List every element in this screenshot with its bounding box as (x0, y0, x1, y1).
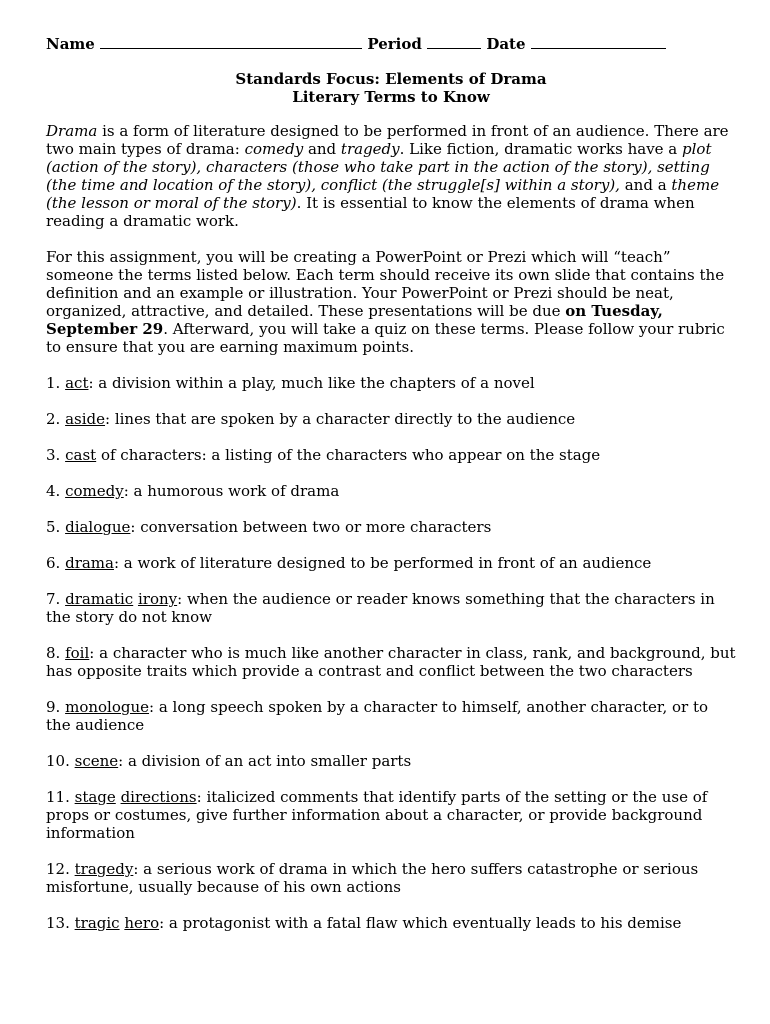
title-line-1: Standards Focus: Elements of Drama (235, 70, 547, 88)
term-definition: : italicized comments that identify parts of the setting or the use of props or costumes, give further information about a character, or provide background information (46, 788, 708, 842)
term-word: dialogue (65, 518, 131, 536)
term-word: stage (74, 788, 116, 806)
assignment-text-2: . Afterward, you will take a quiz on these terms. Please follow your rubric to ensure that you are earning maximum points. (46, 320, 725, 356)
terms-list (46, 374, 736, 932)
term-word: monologue (65, 698, 150, 716)
worksheet-page (46, 34, 736, 932)
drama-word: Drama (46, 122, 98, 140)
term-number: 1. (46, 374, 66, 392)
term-number: 7. (46, 590, 66, 608)
term-item (46, 446, 736, 464)
term-definition: : lines that are spoken by a character directly to the audience (105, 410, 576, 428)
term-item (46, 410, 736, 428)
assignment-paragraph (46, 248, 736, 356)
term-number: 12. (46, 860, 75, 878)
term-definition: : a division within a play, much like the chapters of a novel (88, 374, 535, 392)
term-word: scene (74, 752, 119, 770)
assignment-text-1: For this assignment, you will be creating a PowerPoint or Prezi which will “teach” someone the terms listed below. Each term should receive its own slide that contains the definition and an example or illustration. Your PowerPoint or Prezi should be neat, organized, attractive, and detailed. These presentations will be due (46, 248, 725, 320)
term-word: aside (65, 410, 106, 428)
term-item (46, 374, 736, 392)
intro-text-and-2: and a (619, 176, 672, 194)
intro-text-2: . Like fiction, dramatic works have a (399, 140, 683, 158)
elements-list: plot (action of the story), characters (those who take part in the action of the story), setting (the time and location of the story), conflict (the struggle[s] within a story), (46, 140, 712, 194)
term-word: comedy (65, 482, 124, 500)
term-word: dramatic (65, 590, 134, 608)
term-item (46, 554, 736, 572)
term-definition: : a division of an act into smaller parts (118, 752, 412, 770)
intro-text-and: and (303, 140, 341, 158)
term-definition: of characters: a listing of the characters who appear on the stage (96, 446, 601, 464)
term-definition: : a work of literature designed to be performed in front of an audience (113, 554, 652, 572)
term-item (46, 590, 736, 626)
term-definition: : when the audience or reader knows something that the characters in the story do not know (46, 590, 715, 626)
term-number: 5. (46, 518, 66, 536)
intro-text-1: is a form of literature designed to be performed in front of an audience. There are two main types of drama: (46, 122, 729, 158)
term-item (46, 644, 736, 680)
title-line-2: Literary Terms to Know (292, 88, 490, 106)
name-label: Name (46, 35, 95, 53)
page-title (46, 70, 736, 106)
term-word: tragedy (74, 860, 134, 878)
period-label: Period (367, 35, 422, 53)
date-label: Date (486, 35, 526, 53)
name-blank[interactable] (100, 34, 362, 49)
term-definition: : a protagonist with a fatal flaw which eventually leads to his demise (159, 914, 682, 932)
term-word: cast (65, 446, 97, 464)
term-item (46, 788, 736, 842)
term-item (46, 518, 736, 536)
term-definition: : a serious work of drama in which the hero suffers catastrophe or serious misfortune, usually because of his own actions (46, 860, 699, 896)
term-number: 13. (46, 914, 75, 932)
term-definition: : a character who is much like another character in class, rank, and background, but has opposite traits which provide a contrast and conflict between the two characters (46, 644, 736, 680)
term-word: drama (65, 554, 114, 572)
theme-phrase: theme (the lesson or moral of the story) (46, 176, 720, 212)
term-number: 6. (46, 554, 66, 572)
term-definition: : a long speech spoken by a character to himself, another character, or to the audience (46, 698, 709, 734)
date-blank[interactable] (531, 34, 666, 49)
term-word-2: directions (120, 788, 197, 806)
tragedy-word: tragedy (340, 140, 400, 158)
intro-paragraph (46, 122, 736, 230)
term-number: 4. (46, 482, 66, 500)
term-word: act (65, 374, 89, 392)
due-date: on Tuesday, September 29 (46, 302, 663, 338)
term-item (46, 752, 736, 770)
comedy-word: comedy (244, 140, 304, 158)
term-item (46, 860, 736, 896)
term-item (46, 482, 736, 500)
term-number: 8. (46, 644, 66, 662)
term-item (46, 914, 736, 932)
term-item (46, 698, 736, 734)
term-number: 11. (46, 788, 75, 806)
term-number: 3. (46, 446, 66, 464)
term-number: 9. (46, 698, 66, 716)
period-blank[interactable] (427, 34, 481, 49)
term-definition: : conversation between two or more characters (130, 518, 492, 536)
term-word-2: irony (137, 590, 178, 608)
term-word: foil (65, 644, 90, 662)
term-word-2: hero (124, 914, 160, 932)
term-definition: : a humorous work of drama (123, 482, 340, 500)
term-number: 10. (46, 752, 75, 770)
term-word: tragic (74, 914, 120, 932)
intro-text-3: . It is essential to know the elements of drama when reading a dramatic work. (46, 194, 695, 230)
term-number: 2. (46, 410, 66, 428)
student-info-line (46, 34, 736, 54)
